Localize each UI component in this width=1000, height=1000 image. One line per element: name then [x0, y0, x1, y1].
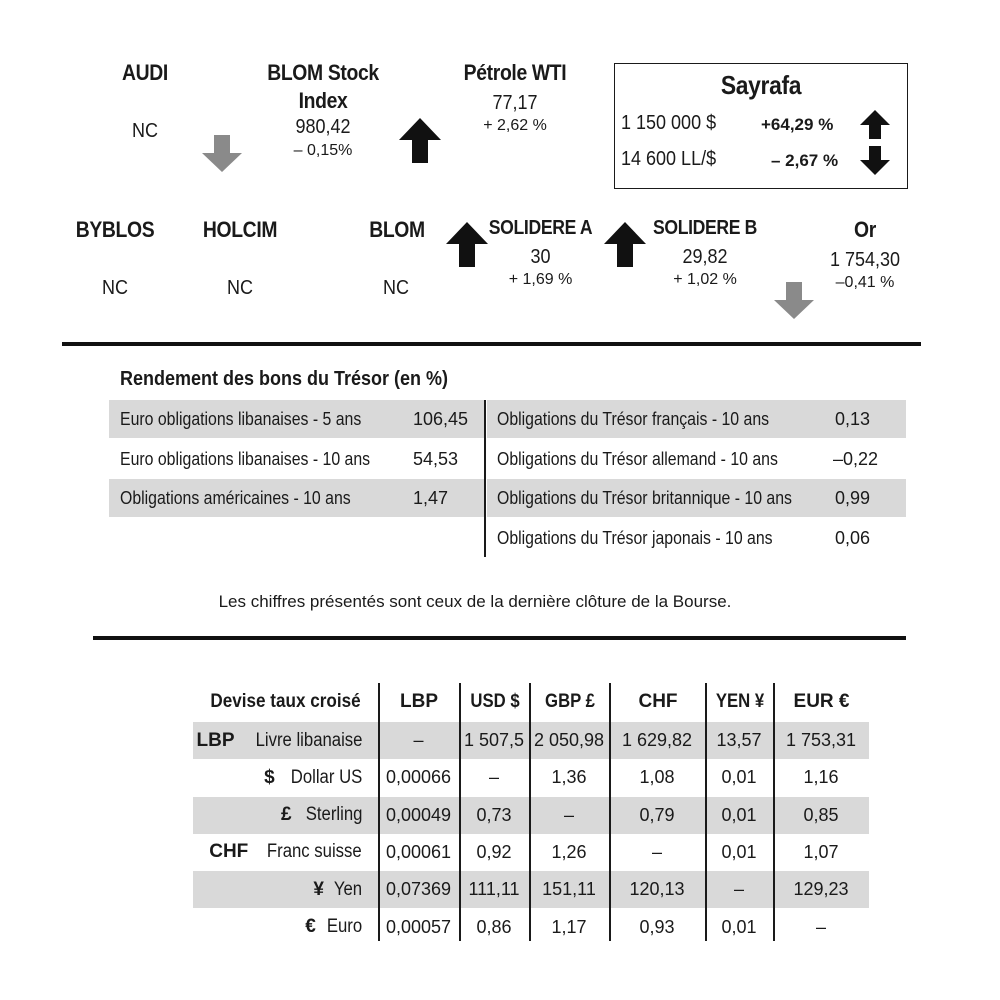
currency-cell: 0,00066: [385, 767, 452, 788]
currency-cell: 0,00057: [385, 916, 452, 937]
currency-col-divider: [529, 683, 531, 941]
currency-code: ¥: [313, 878, 324, 900]
bond-row: [109, 440, 485, 478]
currency-cell: 0,85: [803, 804, 839, 825]
currency-cell: 1 629,82: [621, 730, 693, 750]
currency-cell: 0,01: [721, 916, 757, 937]
ticker-wti: [440, 60, 590, 135]
bond-row: [487, 400, 906, 438]
ticker-name: BLOM: [369, 217, 425, 242]
currency-row-label: [193, 909, 378, 946]
currency-name: Livre libanaise: [255, 729, 362, 751]
ticker-change: + 1,69 %: [508, 271, 573, 288]
ticker-audi: [95, 60, 195, 143]
currency-cell: 0,79: [639, 804, 675, 825]
bond-value: –0,22: [833, 448, 879, 469]
sayrafa-box: [614, 63, 908, 189]
currency-header-yen: YEN ¥: [715, 691, 765, 712]
bond-label: Euro obligations libanaises - 5 ans: [120, 408, 362, 429]
currency-cell: 129,23: [793, 879, 849, 900]
ticker-holcim: [185, 217, 295, 300]
bond-row: [487, 519, 906, 557]
ticker-name: Or: [854, 217, 876, 242]
currency-cell: 1,17: [551, 916, 587, 937]
ticker-name: BYBLOS: [75, 217, 155, 242]
bond-label: Obligations du Trésor japonais - 10 ans: [497, 527, 773, 548]
currency-row-label: [193, 722, 378, 759]
ticker-change: –0,41 %: [835, 274, 895, 291]
currency-row-label: [193, 797, 378, 834]
arrow-down-icon: [201, 135, 243, 173]
currency-cell: 1,07: [803, 841, 839, 862]
bonds-column-divider: [484, 400, 486, 557]
ticker-byblos: [60, 217, 170, 300]
currency-row: [193, 871, 869, 908]
currency-row-label: [193, 834, 378, 871]
ticker-or: [800, 217, 930, 292]
ticker-value: 980,42: [295, 116, 351, 138]
ticker-value: NC: [382, 277, 409, 299]
ticker-value: 29,82: [682, 246, 728, 268]
currency-name: Dollar US: [290, 766, 362, 788]
ticker-change: + 2,62 %: [483, 117, 547, 134]
ticker-value: 77,17: [492, 92, 538, 114]
arrow-up-icon: [859, 110, 891, 140]
currency-cell: 0,73: [476, 804, 512, 825]
bond-label: Obligations du Trésor français - 10 ans: [497, 408, 770, 429]
bond-label: Obligations du Trésor britannique - 10 ans: [497, 487, 792, 508]
currency-name: Yen: [333, 878, 362, 900]
ticker-solidere-b: [640, 217, 770, 289]
currency-cell: 0,93: [639, 916, 675, 937]
bond-value: 0,99: [835, 487, 871, 508]
bond-label: Obligations du Trésor allemand - 10 ans: [497, 448, 778, 469]
sayrafa-row2-value: 14 600 LL/$: [621, 148, 717, 170]
currency-name: Euro: [326, 916, 362, 937]
ticker-value: NC: [131, 120, 158, 142]
ticker-name: Pétrole WTI: [463, 60, 567, 85]
currency-cell: 1,16: [803, 767, 839, 788]
ticker-value: NC: [101, 277, 128, 299]
sayrafa-title: Sayrafa: [720, 70, 802, 100]
currency-cell: 13,57: [716, 730, 762, 750]
sayrafa-row2-change: – 2,67 %: [771, 151, 839, 170]
currency-cell: –: [815, 916, 826, 937]
currency-header-lbp: LBP: [400, 691, 438, 712]
currency-cell: 0,00061: [385, 841, 452, 862]
sayrafa-row1-change: +64,29 %: [761, 115, 834, 134]
currency-code: $: [264, 766, 275, 788]
currency-col-divider: [378, 683, 380, 941]
currency-cell: 111,11: [468, 879, 520, 900]
currency-cell: 0,00049: [385, 804, 452, 825]
currency-col-divider: [705, 683, 707, 941]
ticker-name: SOLIDERE B: [652, 217, 758, 239]
currency-cell: –: [733, 879, 744, 900]
currency-code: £: [281, 804, 292, 826]
currency-header-gbp: GBP £: [545, 691, 595, 712]
currency-cell: 1 753,31: [785, 730, 857, 750]
arrow-down-icon: [859, 146, 891, 176]
ticker-change: + 1,02 %: [673, 271, 737, 288]
currency-cell: 1 507,5: [463, 730, 525, 750]
currency-cell: 120,13: [629, 879, 685, 900]
ticker-name: HOLCIM: [202, 217, 278, 242]
currency-cell: 0,92: [476, 841, 512, 862]
bond-row: [109, 479, 485, 517]
currency-col-divider: [773, 683, 775, 941]
closing-note: Les chiffres présentés sont ceux de la dernière clôture de la Bourse.: [218, 592, 732, 611]
currency-header-eur: EUR €: [793, 691, 850, 712]
ticker-value: NC: [226, 277, 253, 299]
bond-value: 0,13: [835, 408, 871, 429]
currency-cell: –: [488, 767, 499, 788]
currency-name: Franc suisse: [267, 841, 362, 863]
divider-bottom: [93, 636, 906, 640]
ticker-value: 30: [530, 246, 551, 268]
currency-cell: 0,86: [476, 916, 512, 937]
currency-cell: –: [563, 804, 574, 825]
currency-row-label: [193, 759, 378, 796]
currency-cell: 151,11: [542, 879, 596, 900]
arrow-up-icon: [398, 118, 442, 164]
currency-row: [193, 722, 869, 759]
currency-header-chf: CHF: [638, 691, 678, 712]
divider-top: [62, 342, 921, 346]
ticker-solidere-a: [478, 217, 603, 289]
bond-row: [487, 440, 906, 478]
ticker-name-line2: Index: [298, 88, 348, 113]
currency-cell: 1,08: [639, 767, 675, 788]
bonds-title: Rendement des bons du Trésor (en %): [120, 368, 449, 390]
currency-cell: –: [413, 730, 424, 750]
currency-row-label: [193, 871, 378, 908]
ticker-name: SOLIDERE A: [488, 217, 593, 239]
currency-header-label: Devise taux croisé: [210, 691, 361, 712]
currency-cell: 0,01: [721, 804, 757, 825]
currency-col-divider: [459, 683, 461, 941]
bond-value: 1,47: [413, 487, 449, 508]
currency-col-divider: [609, 683, 611, 941]
currency-cell: 0,01: [721, 841, 757, 862]
ticker-change: – 0,15%: [293, 142, 353, 159]
ticker-value: 1 754,30: [829, 249, 901, 271]
bond-row: [109, 400, 485, 438]
currency-cell: –: [651, 841, 662, 862]
currency-cell: 2 050,98: [533, 730, 605, 750]
currency-cell: 1,36: [551, 767, 587, 788]
currency-code: CHF: [209, 841, 249, 863]
currency-cell: 0,01: [721, 767, 757, 788]
currency-cell: 0,07369: [385, 879, 452, 900]
currency-row: [193, 834, 869, 871]
bond-value: 0,06: [835, 527, 871, 548]
currency-cell: 1,26: [551, 841, 587, 862]
bond-label: Obligations américaines - 10 ans: [120, 487, 351, 508]
ticker-name-line1: BLOM Stock: [267, 60, 379, 85]
ticker-blom-index: [238, 60, 408, 160]
currency-code: €: [305, 916, 316, 937]
ticker-name: AUDI: [122, 60, 168, 85]
ticker-blom: [342, 217, 452, 300]
sayrafa-row1-value: 1 150 000 $: [621, 112, 717, 134]
bond-value: 106,45: [413, 408, 469, 429]
currency-name: Sterling: [305, 804, 362, 826]
currency-row: [193, 759, 869, 796]
bond-row: [487, 479, 906, 517]
arrow-down-icon: [773, 282, 815, 320]
currency-code: LBP: [196, 729, 235, 751]
currency-row: [193, 797, 869, 834]
currency-header-usd: USD $: [470, 691, 520, 712]
currency-row: [193, 909, 869, 946]
bond-label: Euro obligations libanaises - 10 ans: [120, 448, 371, 469]
bond-value: 54,53: [413, 448, 459, 469]
